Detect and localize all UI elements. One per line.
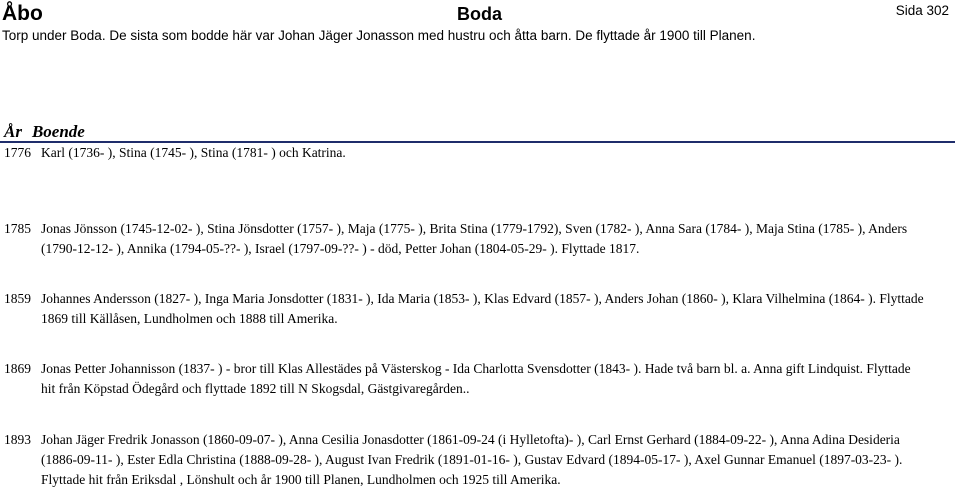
farm-name: Boda [457, 4, 502, 24]
entry-text: Jonas Petter Johannisson (1837- ) - bror till Klas Allestädes på Västerskog - Ida Charlotta Svensdotter (1843- ). Hade två barn bl. a. Anna gift Lindquist. Flyttade hit från Köpstad Ödegård och flyttade 1892 till N Skogsdal, Gästgivaregården.. [41, 361, 911, 396]
entry-year: 1869 [4, 361, 31, 376]
place-description: Torp under Boda. De sista som bodde här var Johan Jäger Jonasson med hustru och åtta barn. De flyttade år 1900 till Planen. [2, 28, 756, 43]
entry-text: Karl (1736- ), Stina (1745- ), Stina (1781- ) och Katrina. [41, 145, 346, 160]
entry-year: 1859 [4, 291, 31, 306]
entry-text: Johannes Andersson (1827- ), Inga Maria Jonsdotter (1831- ), Ida Maria (1853- ), Klas Edvard (1857- ), Anders Johan (1860- ), Klara Vilhelmina (1864- ). Flyttade 1869 till Källåsen, Lundholmen och 1888 till Amerika. [41, 291, 924, 326]
place-title: Åbo [2, 2, 43, 25]
entry-year: 1893 [4, 432, 31, 447]
entry-1893 [4, 430, 954, 490]
entry-1859 [4, 289, 954, 329]
entry-1785 [4, 219, 954, 259]
entry-text: Johan Jäger Fredrik Jonasson (1860-09-07- ), Anna Cesilia Jonasdotter (1861-09-24 (i Hylletofta)- ), Carl Ernst Gerhard (1884-09-22- ), Anna Adina Desideria (1886-09-11- ), Ester Edla Christina (1888-09-28- ), August Ivan Fredrik (1891-01-16- ), Gustav Edvard (1894-05-17- ), Axel Gunnar Emanuel (1897-03-23- ). Flyttade hit från Eriksdal , Lönshult och år 1900 till Planen, Lundholmen och 1925 till Amerika. [41, 432, 903, 487]
year-column-header: År [4, 122, 22, 141]
entry-text: Jonas Jönsson (1745-12-02- ), Stina Jönsdotter (1757- ), Maja (1775- ), Brita Stina (1779-1792), Sven (1782- ), Anna Sara (1784- ), Maja Stina (1785- ), Anders (1790-12-12- ), Annika (1794-05-??- ), Israel (1797-09-??- ) - död, Petter Johan (1804-05-29- ). Flyttade 1817. [41, 221, 908, 256]
entry-year: 1776 [4, 145, 31, 160]
entry-1776 [4, 143, 954, 163]
page-number: Sida 302 [895, 3, 949, 18]
entry-year: 1785 [4, 221, 31, 236]
entry-1869 [4, 359, 954, 399]
residents-column-header: Boende [31, 122, 85, 141]
column-headers [4, 122, 85, 142]
